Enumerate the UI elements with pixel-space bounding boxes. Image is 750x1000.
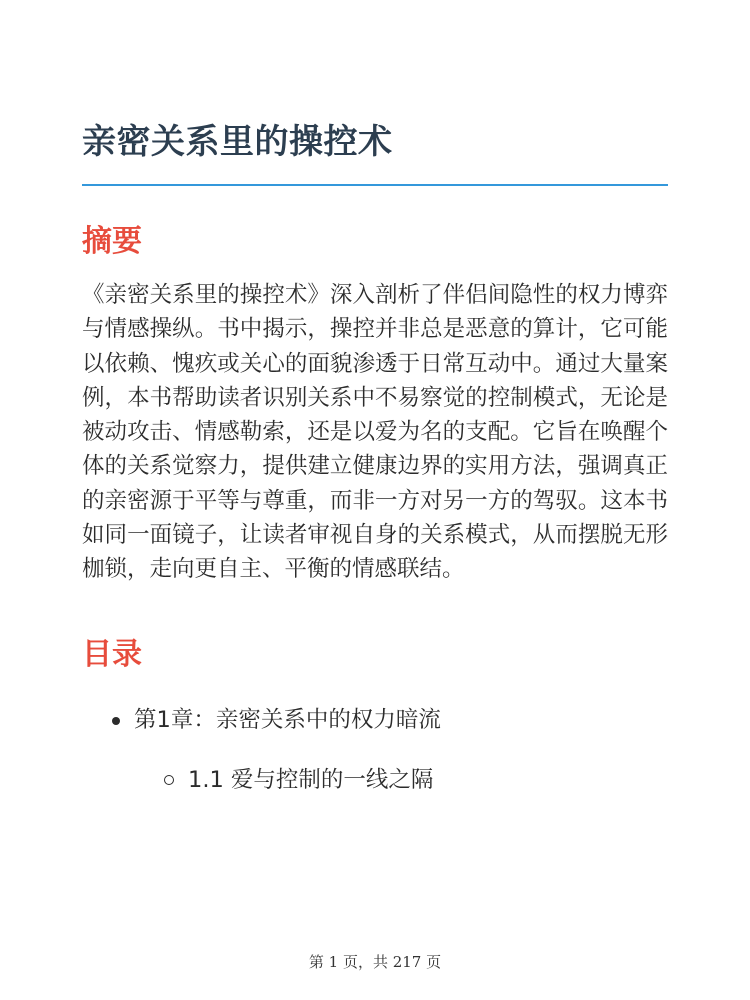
page-footer: 第 1 页，共 217 页	[308, 953, 442, 971]
hollow-bullet-icon	[164, 775, 174, 785]
title-divider	[82, 184, 668, 186]
toc-list	[82, 703, 668, 797]
toc-chapter-label: 第1章：亲密关系中的权力暗流	[134, 706, 441, 733]
toc-chapter-1	[82, 703, 668, 737]
document-page	[82, 118, 668, 797]
toc-heading: 目录	[82, 636, 142, 672]
toc-section-label: 1.1 爱与控制的一线之隔	[188, 766, 434, 793]
filled-bullet-icon	[112, 717, 120, 725]
abstract-body: 《亲密关系里的操控术》深入剖析了伴侣间隐性的权力博弈与情感操纵。书中揭示，操控并非总是恶意的算计，它可能以依赖、愧疚或关心的面貌渗透于日常互动中。通过大量案例，本书帮助读者识别关系中不易察觉的控制模式，无论是被动攻击、情感勒索，还是以爱为名的支配。它旨在唤醒个体的关系觉察力，提供建立健康边界的实用方法，强调真正的亲密源于平等与尊重，而非一方对另一方的驾驭。这本书如同一面镜子，让读者审视自身的关系模式，从而摆脱无形枷锁，走向更自主、平衡的情感联结。	[82, 282, 668, 583]
toc-section-1-1	[82, 763, 668, 797]
document-title: 亲密关系里的操控术	[82, 122, 393, 162]
abstract-heading: 摘要	[82, 224, 142, 259]
